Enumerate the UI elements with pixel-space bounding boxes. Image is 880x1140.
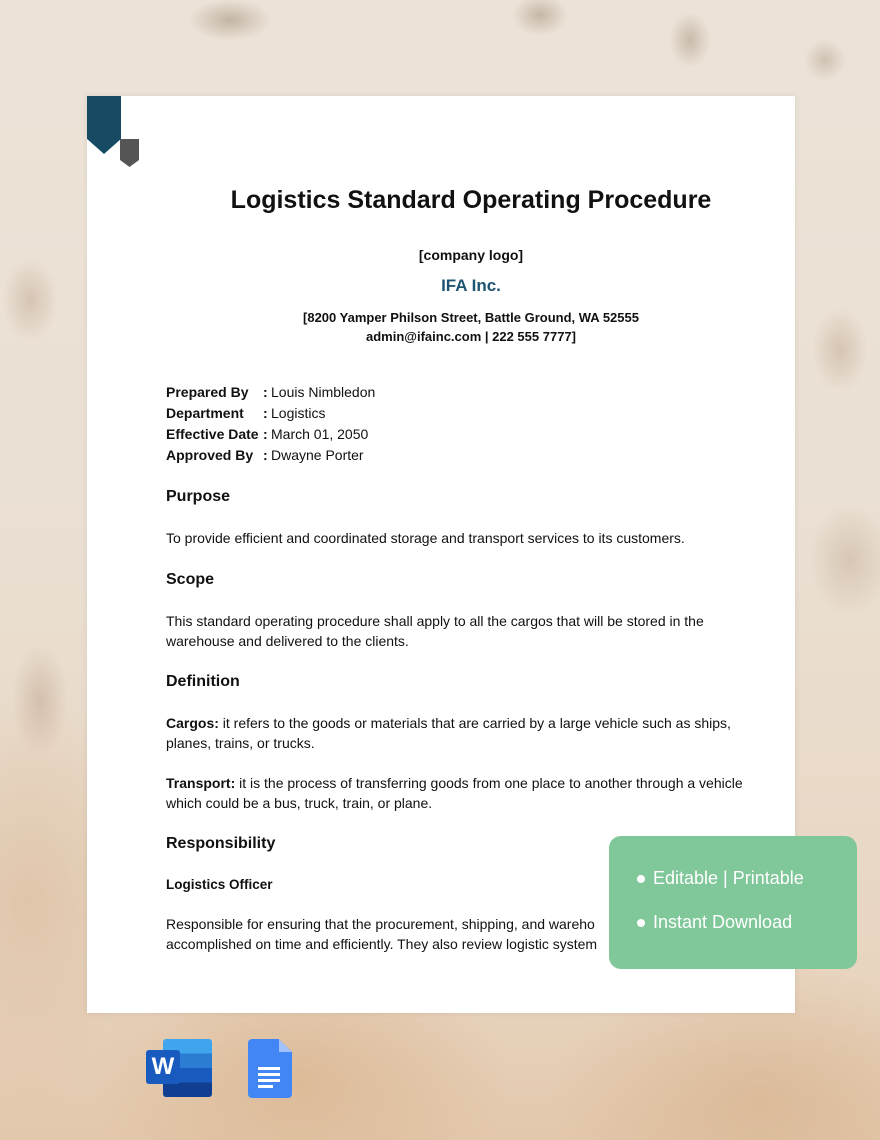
definition-text: it is the process of transferring goods from one place to another through a vehicle which could be a bus, truck, train, or plane. (166, 775, 743, 811)
responsibility-text-line-1: Responsible for ensuring that the procurement, shipping, and wareho (166, 916, 595, 932)
word-letter: W (146, 1050, 180, 1084)
definition-cargos (166, 713, 756, 753)
gdocs-line-icon (258, 1085, 273, 1088)
google-docs-icon[interactable] (248, 1039, 292, 1098)
microsoft-word-icon[interactable] (146, 1039, 212, 1097)
company-name: IFA Inc. (441, 276, 501, 295)
purpose-heading: Purpose (166, 488, 231, 505)
gdocs-line-icon (258, 1067, 280, 1070)
meta-row-department (166, 403, 375, 424)
definition-heading: Definition (166, 673, 240, 690)
meta-value: Dwayne Porter (271, 447, 364, 463)
responsibility-text-line-2: accomplished on time and efficiently. They also review logistic system (166, 936, 598, 952)
meta-separator: : (263, 405, 268, 421)
meta-row-prepared-by (166, 382, 375, 403)
meta-separator: : (263, 384, 268, 400)
definition-term: Cargos: (166, 715, 219, 731)
scope-heading: Scope (166, 571, 215, 588)
meta-value: March 01, 2050 (271, 426, 369, 442)
badge-item-editable (637, 868, 804, 889)
bullet-icon (637, 875, 645, 883)
address-line-1: [8200 Yamper Philson Street, Battle Ground, WA 52555 (303, 310, 639, 325)
meta-label: Department (166, 405, 244, 421)
bookmark-ribbon-icon (87, 96, 121, 154)
meta-row-effective-date (166, 424, 375, 445)
badge-item-download (637, 912, 792, 933)
gdocs-fold-icon (279, 1039, 292, 1052)
address-line-2: admin@ifainc.com | 222 555 7777] (366, 329, 576, 344)
scope-text: This standard operating procedure shall apply to all the cargos that will be stored in the warehouse and delivered to the clients. (166, 613, 704, 649)
gdocs-line-icon (258, 1079, 280, 1082)
responsibility-heading: Responsibility (166, 835, 276, 852)
format-icons (146, 1039, 292, 1098)
meta-row-approved-by (166, 445, 375, 466)
meta-label: Approved By (166, 447, 254, 463)
meta-label: Effective Date (166, 426, 259, 442)
company-logo-placeholder: [company logo] (418, 247, 524, 263)
meta-value: Logistics (271, 405, 326, 421)
definition-term: Transport: (166, 775, 236, 791)
meta-separator: : (263, 426, 268, 442)
company-address (87, 308, 795, 346)
gdocs-line-icon (258, 1073, 280, 1076)
meta-separator: : (263, 447, 268, 463)
badge-item-label: Editable | Printable (653, 868, 804, 888)
features-badge (609, 836, 857, 969)
document-meta (166, 382, 375, 466)
bullet-icon (637, 919, 645, 927)
meta-value: Louis Nimbledon (271, 384, 376, 400)
bookmark-ribbon-small-icon (120, 139, 139, 167)
badge-item-label: Instant Download (653, 912, 793, 932)
purpose-text: To provide efficient and coordinated storage and transport services to its customers. (166, 530, 685, 546)
responsibility-role: Logistics Officer (166, 877, 273, 892)
definition-text: it refers to the goods or materials that are carried by a large vehicle such as ships, planes, trains, or trucks. (166, 715, 731, 751)
document-title: Logistics Standard Operating Procedure (230, 186, 712, 214)
meta-label: Prepared By (166, 384, 249, 400)
definition-transport (166, 773, 766, 813)
